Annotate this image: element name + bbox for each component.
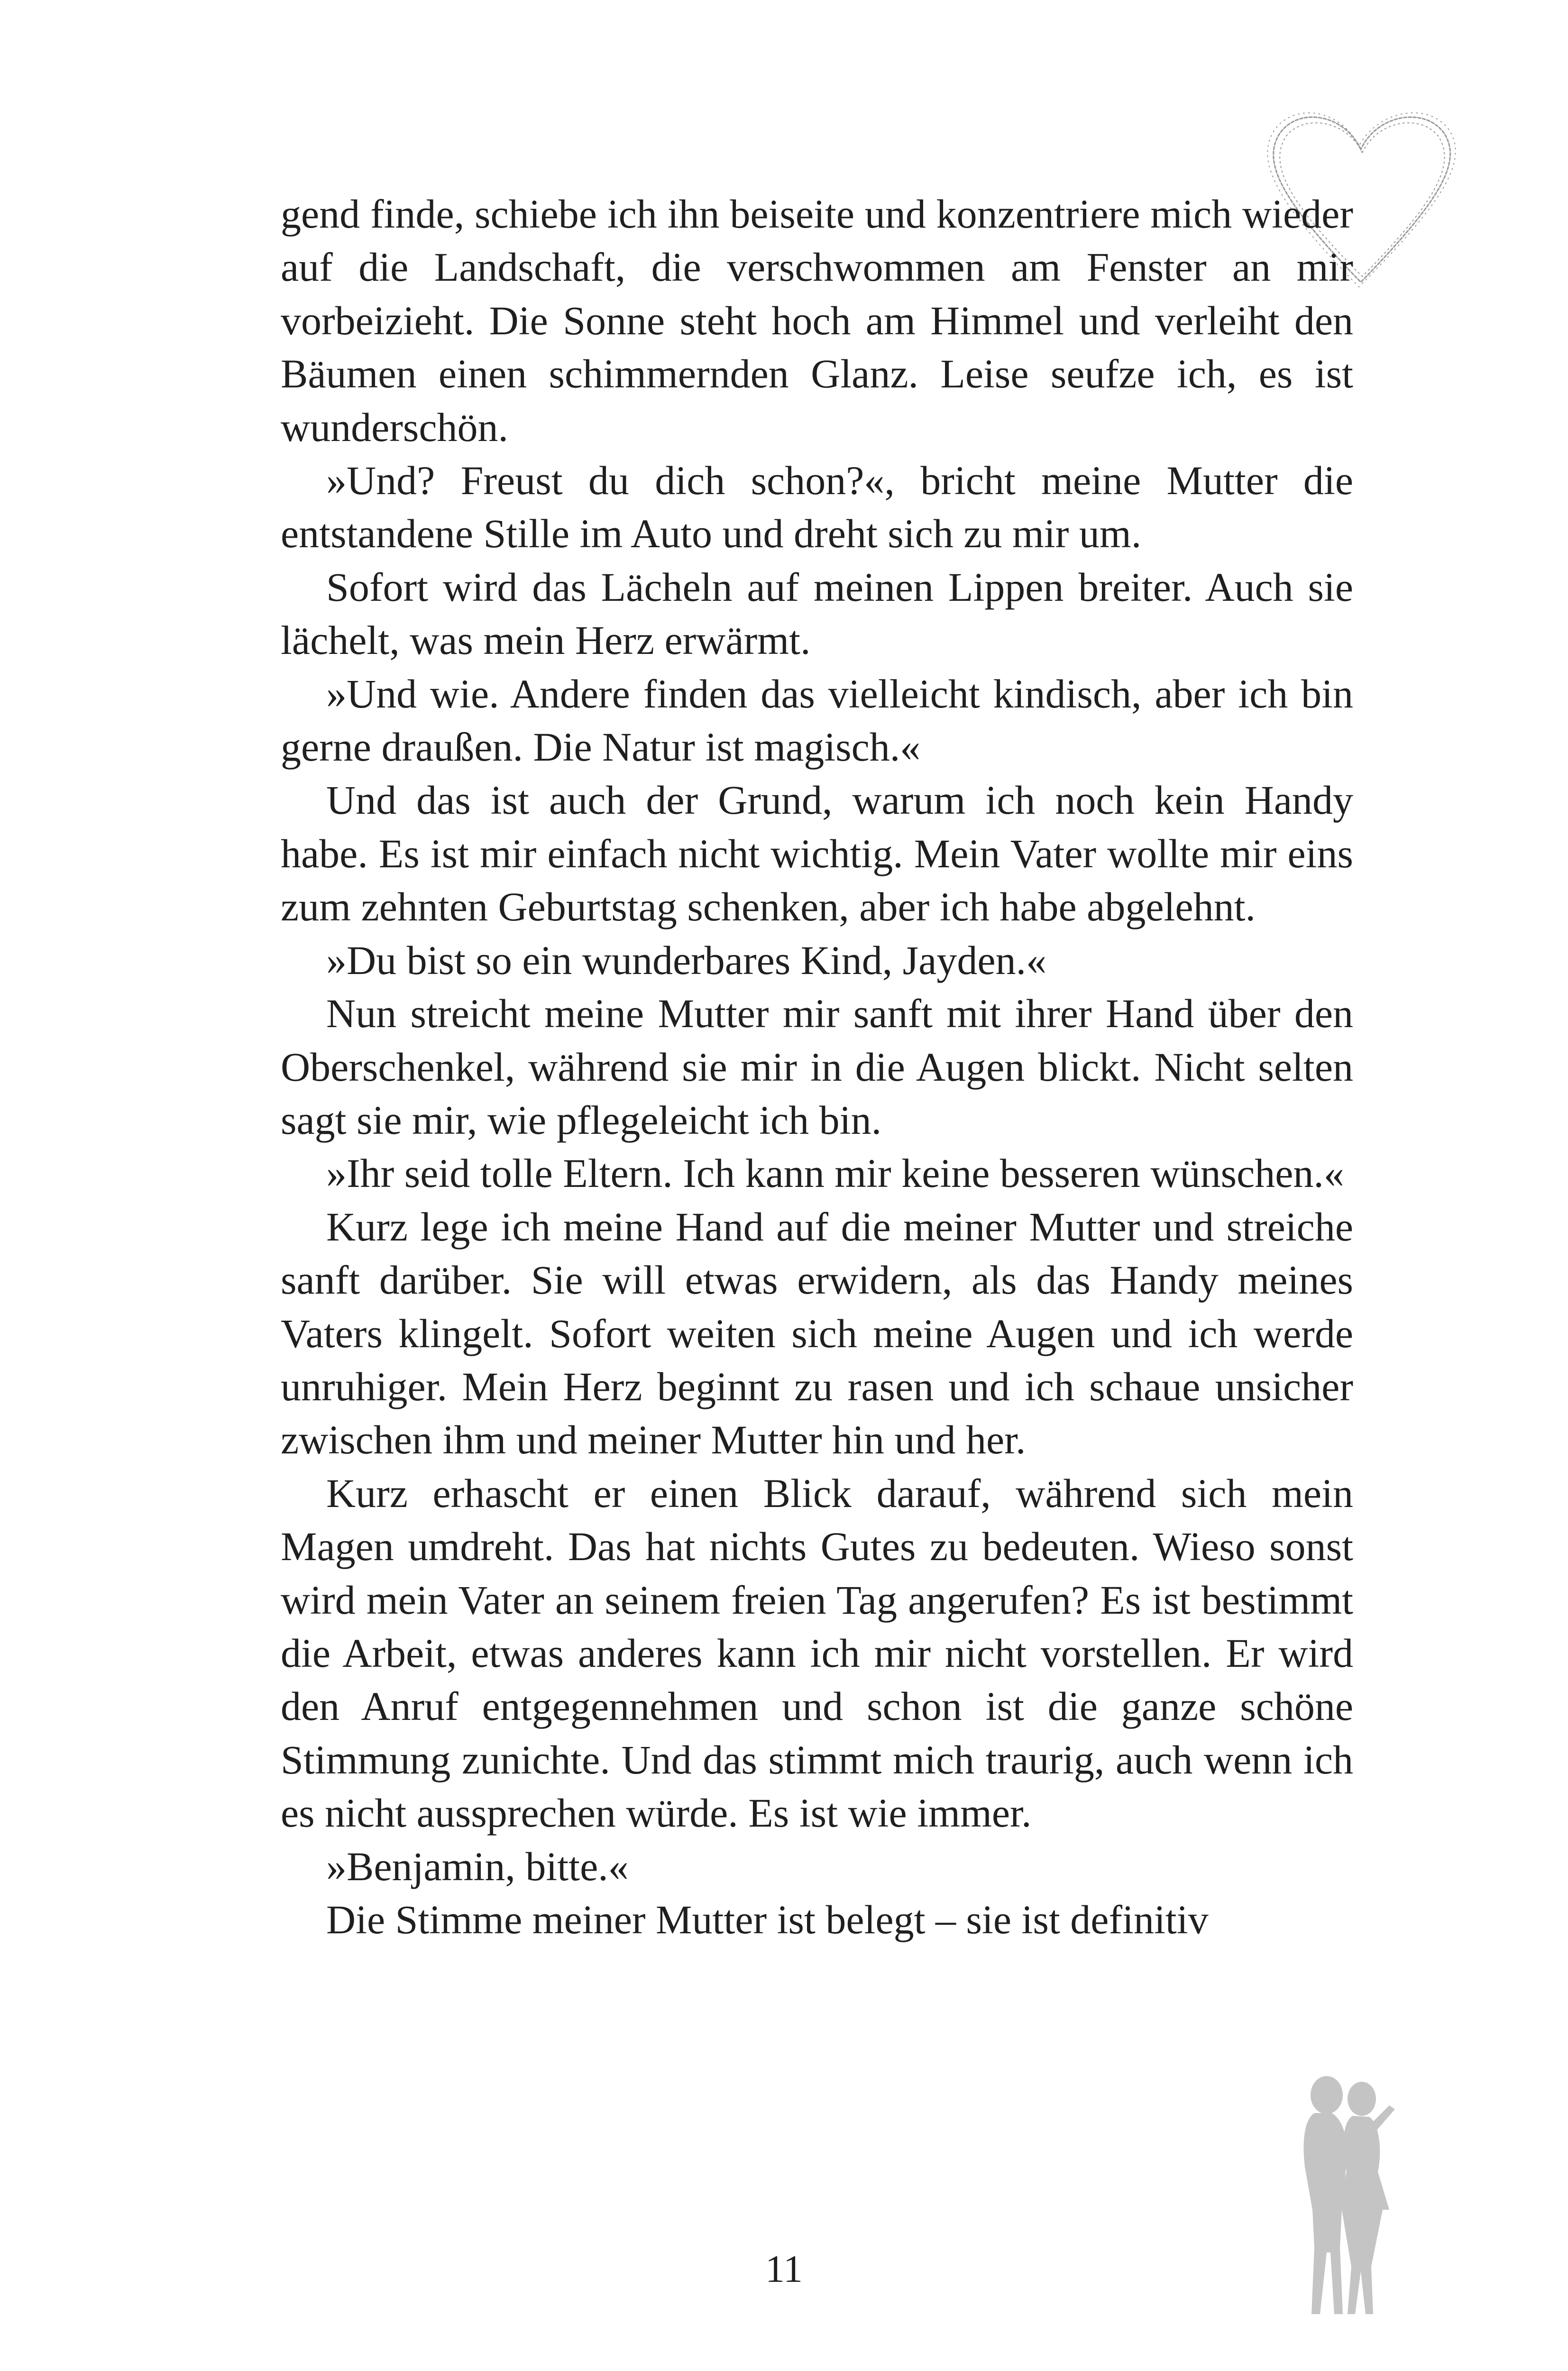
paragraph: »Und? Freust du dich schon?«, bricht meine Mutter die entstandene Stille im Auto und dreht sich zu mir um. [281, 458, 1353, 557]
body-text [281, 187, 1353, 1946]
paragraph: »Ihr seid tolle Eltern. Ich kann mir keine besseren wünschen.« [326, 1150, 1344, 1196]
paragraph: Sofort wird das Lächeln auf meinen Lippen breiter. Auch sie lächelt, was mein Herz erwärmt. [281, 564, 1353, 663]
paragraph: »Und wie. Andere finden das vielleicht kindisch, aber ich bin gerne draußen. Die Natur ist magisch.« [281, 671, 1353, 770]
paragraph: »Benjamin, bitte.« [326, 1843, 629, 1889]
paragraph: Kurz erhascht er einen Blick darauf, während sich mein Magen umdreht. Das hat nichts Gutes zu bedeuten. Wieso sonst wird mein Vater an seinem freien Tag angerufen? Es ist bestimmt die Arbeit, etwas anderes kann ich mir nicht vorstellen. Er wird den Anruf entgegennehmen und schon ist die ganze schöne Stimmung zunichte. Und das stimmt mich traurig, auch wenn ich es nicht aussprechen würde. Es ist wie immer. [281, 1470, 1353, 1836]
paragraph: gend finde, schiebe ich ihn beiseite und konzentriere mich wieder auf die Landschaft, die verschwommen am Fenster an mir vorbeizieht. Die Sonne steht hoch am Himmel und verleiht den Bäumen einen schimmernden Glanz. Leise seufze ich, es ist wunderschön. [281, 191, 1353, 450]
paragraph: »Du bist so ein wunderbares Kind, Jayden.« [326, 937, 1047, 983]
paragraph: Kurz lege ich meine Hand auf die meiner Mutter und streiche sanft darüber. Sie will etwas erwidern, als das Handy meines Vaters klingelt. Sofort weiten sich meine Augen und ich werde unruhiger. Mein Herz beginnt zu rasen und ich schaue unsicher zwischen ihm und meiner Mutter hin und her. [281, 1204, 1353, 1463]
paragraph: Nun streicht meine Mutter mir sanft mit ihrer Hand über den Oberschenkel, während sie mir in die Augen blickt. Nicht selten sagt sie mir, wie pflegeleicht ich bin. [281, 991, 1353, 1143]
paragraph: Die Stimme meiner Mutter ist belegt – sie ist definitiv [326, 1897, 1209, 1942]
paragraph: Und das ist auch der Grund, warum ich noch kein Handy habe. Es ist mir einfach nicht wichtig. Mein Vater wollte mir eins zum zehnten Geburtstag schenken, aber ich habe abgelehnt. [281, 777, 1353, 930]
page-number: 11 [765, 2247, 803, 2290]
couple-silhouette-icon [1271, 2068, 1422, 2333]
